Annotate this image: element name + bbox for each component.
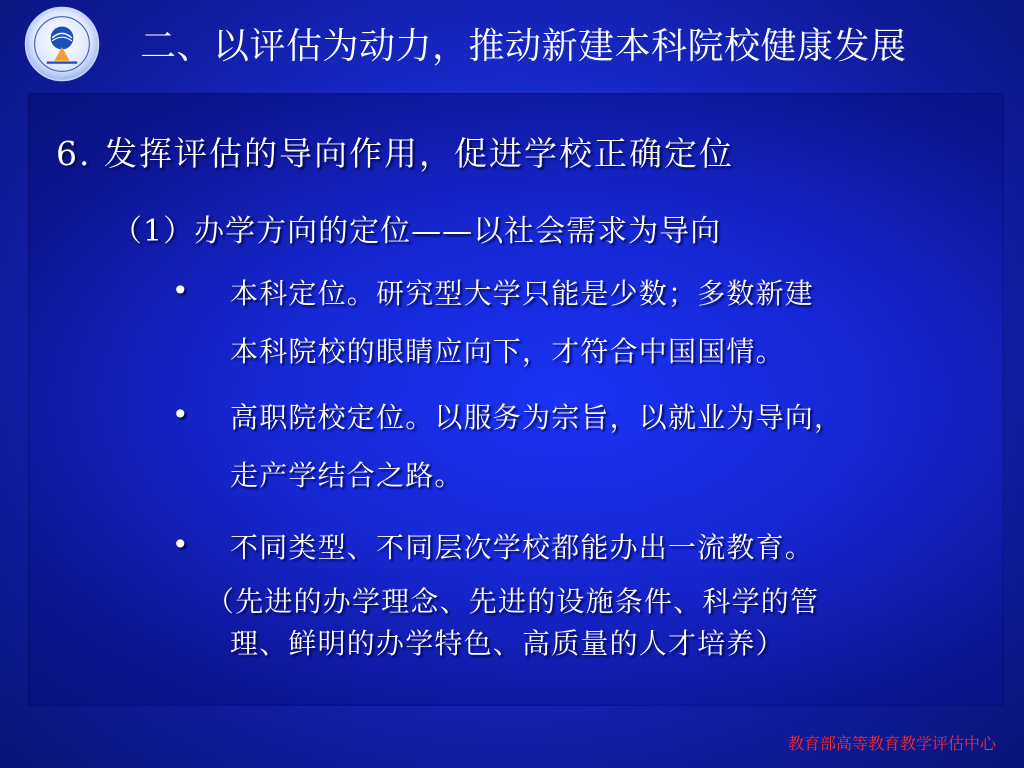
bullet-2-line-1: 高职院校定位。以服务为宗旨，以就业为导向，	[230, 401, 844, 434]
bullet-marker: •	[172, 528, 189, 561]
section-heading: 6. 发挥评估的导向作用，促进学校正确定位	[56, 134, 734, 173]
bullet-2-line-2: 走产学结合之路。	[230, 459, 464, 492]
footer-org-label: 教育部高等教育教学评估中心	[787, 734, 996, 753]
page-title: 二、以评估为动力，推动新建本科院校健康发展	[140, 26, 907, 67]
bullet-1-line-2: 本科院校的眼睛应向下，才符合中国国情。	[230, 335, 785, 368]
bullet-marker: •	[172, 398, 189, 431]
subsection-heading: （1）办学方向的定位——以社会需求为导向	[112, 214, 722, 249]
note-line-2: 理、鲜明的办学特色、高质量的人才培养）	[230, 627, 785, 660]
emblem-logo-icon	[24, 6, 100, 82]
bullet-3-line-1: 不同类型、不同层次学校都能办出一流教育。	[230, 531, 815, 564]
note-line-1: （先进的办学理念、先进的设施条件、科学的管	[206, 585, 820, 618]
bullet-marker: •	[172, 274, 189, 307]
bullet-1-line-1: 本科定位。研究型大学只能是少数；多数新建	[230, 277, 815, 310]
